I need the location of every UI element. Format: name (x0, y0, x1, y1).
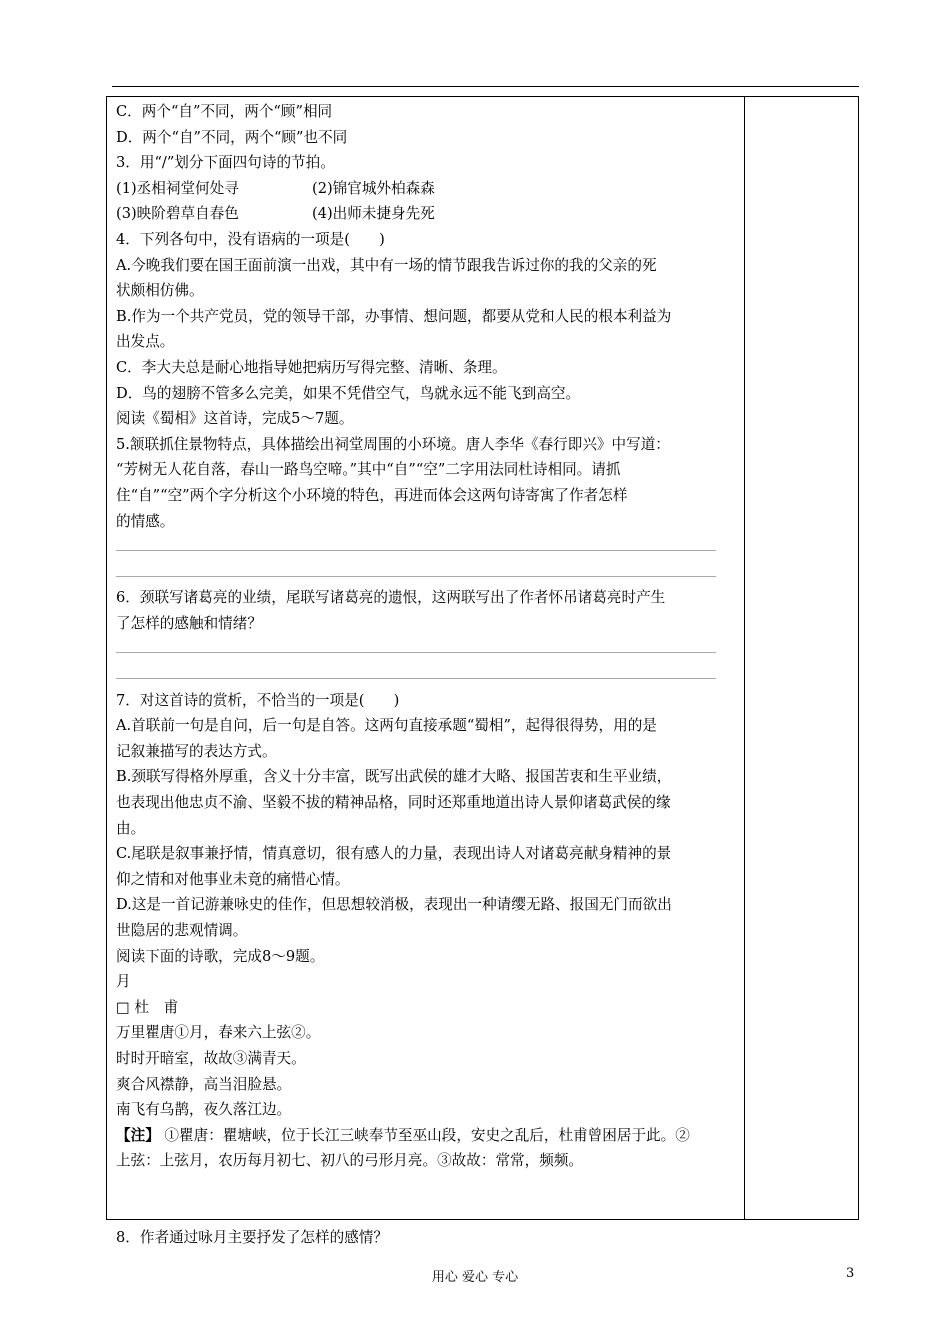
q7-option-b-line3: 由。 (116, 819, 146, 837)
q7-option-a-line2: 记叙兼描写的表达方式。 (116, 742, 277, 760)
question-8: 8．作者通过咏月主要抒发了怎样的感情？ (116, 1228, 388, 1246)
q4-option-a-line1: A.今晚我们要在国王面前演一出戏，其中有一场的情节跟我告诉过你的我的父亲的死 (116, 256, 657, 274)
poem-line-2: (2)锦官城外柏森森 (312, 179, 435, 197)
q7-option-c-line1: C.尾联是叙事兼抒情，情真意切，很有感人的力量，表现出诗人对诸葛亮献身精神的景 (116, 845, 672, 863)
page-footer: 用心 爱心 专心 (431, 1270, 519, 1285)
poem-verse-3: 爽合风襟静，高当泪脸悬。 (116, 1075, 292, 1093)
poem-title: 月 (116, 973, 131, 991)
q7-option-b-line1: B.颈联写得格外厚重，含义十分丰富，既写出武侯的雄才大略、报国苦衷和生平业绩， (116, 768, 672, 786)
question-5-line3: 住“自”“空”两个字分析这个小环境的特色，再进而体会这两句诗寄寓了作者怎样 (116, 486, 628, 504)
poem-line-4: (4)出师未捷身先死 (312, 205, 435, 223)
table-column-divider (744, 96, 745, 1220)
question-5-line4: 的情感。 (116, 512, 175, 530)
poem-line-1: (1)丞相祠堂何处寻 (116, 179, 239, 197)
q7-option-c-line2: 仰之情和对他事业未竟的痛惜心情。 (116, 870, 350, 888)
poem-author: □ 杜 甫 (116, 998, 179, 1016)
note-label: 【注】 (116, 1126, 160, 1144)
q4-option-a-line2: 状颇相仿佛。 (116, 282, 204, 300)
q4-option-c: C．李大夫总是耐心地指导她把病历写得完整、清晰、条理。 (116, 358, 507, 376)
note-text: ①瞿唐：瞿塘峡，位于长江三峡奉节至巫山段，安史之乱后，杜甫曾困居于此。② (159, 1126, 690, 1144)
answer-line (116, 560, 738, 586)
poem-note-line2: 上弦：上弦月，农历每月初七、初八的弓形月亮。③故故：常常，频频。 (116, 1152, 584, 1170)
q7-option-a-line1: A.首联前一句是自问，后一句是自答。这两句直接承题“蜀相”，起得很得势，用的是 (116, 717, 657, 735)
question-5-line2: “芳树无人花自落，春山一路鸟空啼。”其中“自”“空”二字用法同杜诗相同。请抓 (116, 461, 621, 479)
reading-instruction-2: 阅读下面的诗歌，完成8～9题。 (116, 947, 325, 965)
q4-option-b-line1: B.作为一个共产党员，党的领导干部，办事情、想问题，都要从党和人民的根本利益为 (116, 307, 672, 325)
poem-verse-2: 时时开暗室，故故③满青天。 (116, 1049, 306, 1067)
question-content (116, 99, 738, 1251)
reading-instruction-1: 阅读《蜀相》这首诗，完成5～7题。 (116, 410, 354, 428)
question-5-line1: 5.颔联抓住景物特点，具体描绘出祠堂周围的小环境。唐人李华《春行即兴》中写道： (116, 435, 670, 453)
option-c-q2: C．两个“自”不同，两个“顾”相同 (116, 103, 333, 120)
header-rule (112, 86, 859, 87)
q7-option-b-line2: 也表现出他忠贞不渝、坚毅不拔的精神品格，同时还郑重地道出诗人景仰诸葛武侯的缘 (116, 794, 671, 812)
answer-line (116, 662, 738, 688)
question-6-line2: 了怎样的感触和情绪？ (116, 614, 262, 632)
question-6-line1: 6．颈联写诸葛亮的业绩，尾联写诸葛亮的遗恨，这两联写出了作者怀吊诸葛亮时产生 (116, 589, 666, 607)
poem-line-3: (3)映阶碧草自春色 (116, 205, 239, 223)
answer-line (116, 534, 738, 560)
question-3: 3．用“/”划分下面四句诗的节拍。 (116, 154, 335, 172)
option-d-q2: D．两个“自”不同，两个“顾”也不同 (116, 128, 348, 146)
page-number: 3 (846, 1266, 855, 1281)
poem-lines-row-2 (116, 201, 738, 227)
poem-lines-row-1 (116, 176, 738, 202)
poem-note-line1 (116, 1123, 738, 1149)
q4-option-d: D．鸟的翅膀不管多么完美，如果不凭借空气，鸟就永远不能飞到高空。 (116, 384, 581, 402)
q7-option-d-line1: D.这是一首记游兼咏史的佳作，但思想较消极，表现出一种请缨无路、报国无门而欲出 (116, 896, 672, 914)
poem-verse-4: 南飞有乌鹊，夜久落江边。 (116, 1101, 292, 1119)
answer-line (116, 636, 738, 662)
question-4: 4．下列各句中，没有语病的一项是( ) (116, 230, 385, 248)
blank-space (116, 1174, 738, 1225)
poem-verse-1: 万里瞿唐①月，春来六上弦②。 (116, 1024, 321, 1042)
question-7: 7．对这首诗的赏析，不恰当的一项是( ) (116, 691, 400, 709)
q4-option-b-line2: 出发点。 (116, 333, 175, 351)
q7-option-d-line2: 世隐居的悲观情调。 (116, 922, 248, 939)
